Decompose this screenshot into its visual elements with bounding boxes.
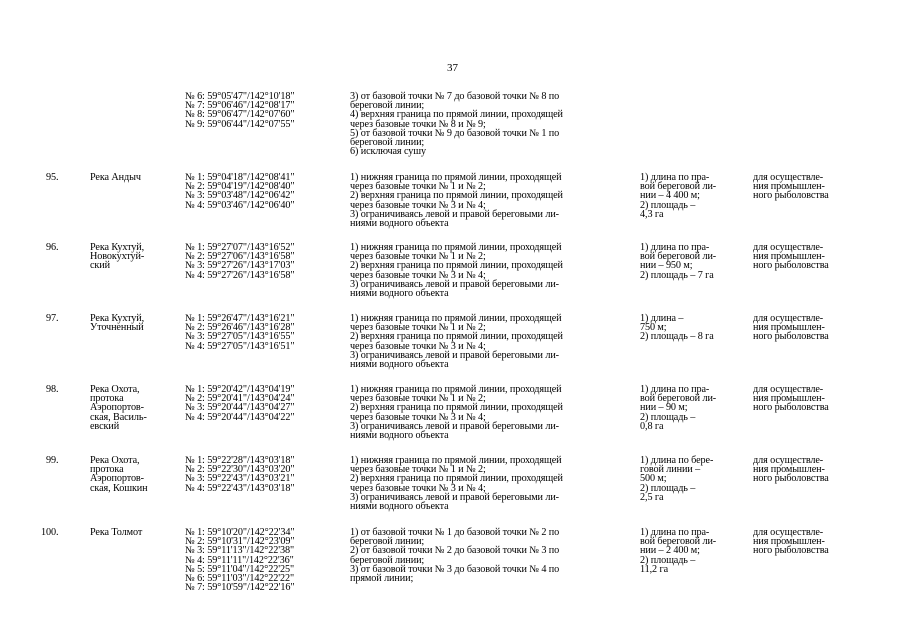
cell-line: Аэропортов- <box>90 402 144 414</box>
cell-line: ния промышлен- <box>753 464 825 476</box>
cell-line: № 1: 59°10'20"/142°22'34" <box>185 527 295 538</box>
cell-line: нии – 90 м; <box>640 402 688 414</box>
cell-line: ниями водного объекта <box>350 218 449 230</box>
cell-line: для осуществле- <box>753 384 824 395</box>
cell-line: ного рыболовства <box>753 331 829 343</box>
cell-line: 500 м; <box>640 473 667 485</box>
cell-line: через базовые точки № 8 и № 9; <box>350 118 486 130</box>
cell-line: для осуществле- <box>753 172 824 183</box>
cell-line: через базовые точки № 1 и № 2; <box>350 393 486 405</box>
cell-line: вой береговой ли- <box>640 251 717 263</box>
cell-line: протока <box>90 393 124 405</box>
cell-line: нии – 950 м; <box>640 260 693 272</box>
area-parameters <box>640 173 716 219</box>
cell-line: № 5: 59°11'04"/142°22'25" <box>185 563 295 575</box>
cell-line: 3) от базовой точки № 7 до базовой точки № 8 по <box>350 91 560 102</box>
cell-line: вой береговой ли- <box>640 536 717 548</box>
cell-line: 2) площадь – <box>640 199 696 211</box>
cell-line: 2) верхняя граница по прямой линии, проходящей <box>350 473 563 485</box>
boundary-description <box>350 314 563 369</box>
base-points <box>185 456 294 493</box>
boundary-description <box>350 456 563 511</box>
cell-line: ская, Василь- <box>90 411 147 423</box>
cell-line: 2) площадь – 7 га <box>640 269 714 281</box>
cell-line: нии – 2 400 м; <box>640 545 700 557</box>
base-points <box>185 173 294 210</box>
purpose <box>753 528 829 556</box>
cell-line: Река Кухтуй, <box>90 313 145 324</box>
cell-line: через базовые точки № 1 и № 2; <box>350 251 486 263</box>
cell-line: 2) верхняя граница по прямой линии, проходящей <box>350 190 563 202</box>
cell-line: через базовые точки № 3 и № 4; <box>350 199 486 211</box>
purpose <box>753 456 829 484</box>
area-parameters <box>640 243 716 280</box>
cell-line: № 7: 59°10'59"/142°22'16" <box>185 582 295 594</box>
cell-line: № 2: 59°26'46"/143°16'28" <box>185 322 295 334</box>
cell-line: для осуществле- <box>753 455 824 466</box>
cell-line: через базовые точки № 3 и № 4; <box>350 340 486 352</box>
cell-line: ния промышлен- <box>753 181 825 193</box>
base-points <box>185 528 294 592</box>
cell-line: № 6: 59°05'47"/142°10'18" <box>185 91 295 102</box>
water-body-name <box>90 243 144 271</box>
cell-line: ниями водного объекта <box>350 288 449 300</box>
cell-line: № 4: 59°27'26"/143°16'58" <box>185 269 295 281</box>
cell-line: Аэропортов- <box>90 473 144 485</box>
cell-line: № 4: 59°27'05"/143°16'51" <box>185 340 295 352</box>
row-number: 97. <box>46 313 59 324</box>
water-body-name <box>90 314 144 332</box>
cell-line: ния промышлен- <box>753 251 825 263</box>
cell-line: № 3: 59°20'44"/143°04'27" <box>185 402 295 414</box>
cell-line: 2,5 га <box>640 491 664 503</box>
cell-line: 2) верхняя граница по прямой линии, проходящей <box>350 260 563 272</box>
area-parameters <box>640 385 716 431</box>
cell-line: 1) нижняя граница по прямой линии, проходящей <box>350 172 562 183</box>
area-parameters <box>640 456 713 502</box>
purpose <box>753 173 829 201</box>
cell-line: береговой линии; <box>350 536 425 548</box>
cell-line: № 3: 59°03'48"/142°06'42" <box>185 190 295 202</box>
cell-line: для осуществле- <box>753 242 824 253</box>
row-number: 99. <box>46 455 59 466</box>
cell-line: Река Охота, <box>90 455 140 466</box>
cell-line: 2) от базовой точки № 2 до базовой точки № 3 по <box>350 545 560 557</box>
cell-line: ного рыболовства <box>753 473 829 485</box>
cell-line: ного рыболовства <box>753 260 829 272</box>
cell-line: 3) от базовой точки № 3 до базовой точки № 4 по <box>350 563 560 575</box>
cell-line: 3) ограничиваясь левой и правой береговыми ли- <box>350 278 559 290</box>
cell-line: 2) площадь – <box>640 554 696 566</box>
water-body-name <box>90 385 147 431</box>
cell-line: через базовые точки № 3 и № 4; <box>350 482 486 494</box>
cell-line: ская, Кошкин <box>90 482 148 494</box>
cell-line: 750 м; <box>640 322 667 334</box>
water-body-name <box>90 528 142 537</box>
boundary-description <box>350 173 563 228</box>
cell-line: № 4: 59°03'46"/142°06'40" <box>185 199 295 211</box>
cell-line: 1) длина по пра- <box>640 172 710 183</box>
cell-line: 1) нижняя граница по прямой линии, проходящей <box>350 384 562 395</box>
water-body-name <box>90 456 148 493</box>
row-number: 98. <box>46 384 59 395</box>
page-number: 37 <box>447 62 458 74</box>
cell-line: № 6: 59°11'03"/142°22'22" <box>185 573 295 585</box>
purpose <box>753 314 829 342</box>
cell-line: № 1: 59°26'47"/143°16'21" <box>185 313 295 324</box>
cell-line: 1) длина – <box>640 313 684 324</box>
water-body-name <box>90 173 141 182</box>
cell-line: 3) ограничиваясь левой и правой береговыми ли- <box>350 349 559 361</box>
cell-line: для осуществле- <box>753 313 824 324</box>
cell-line: ния промышлен- <box>753 536 825 548</box>
area-parameters <box>640 528 716 574</box>
cell-line: вой береговой ли- <box>640 181 717 193</box>
cell-line: нии – 4 400 м; <box>640 190 700 202</box>
cell-line: ного рыболовства <box>753 190 829 202</box>
cell-line: № 9: 59°06'44"/142°07'55" <box>185 118 295 130</box>
cell-line: для осуществле- <box>753 527 824 538</box>
cell-line: через базовые точки № 3 и № 4; <box>350 411 486 423</box>
cell-line: 2) площадь – <box>640 482 696 494</box>
cell-line: ния промышлен- <box>753 393 825 405</box>
cell-line: № 1: 59°27'07"/143°16'52" <box>185 242 295 253</box>
cell-line: 2) верхняя граница по прямой линии, проходящей <box>350 331 563 343</box>
boundary-description <box>350 243 563 298</box>
cell-line: 4) верхняя граница по прямой линии, проходящей <box>350 109 563 121</box>
cell-line: № 2: 59°22'30"/143°03'20" <box>185 464 295 476</box>
cell-line: № 1: 59°22'28"/143°03'18" <box>185 455 295 466</box>
cell-line: береговой линии; <box>350 100 425 112</box>
cell-line: 1) длина по пра- <box>640 242 710 253</box>
cell-line: 3) ограничиваясь левой и правой береговыми ли- <box>350 208 559 220</box>
cell-line: Река Кухтуй, <box>90 242 145 253</box>
base-points <box>185 385 294 422</box>
cell-line: протока <box>90 464 124 476</box>
cell-line: ного рыболовства <box>753 545 829 557</box>
base-points <box>185 243 294 280</box>
cell-line: 1) нижняя граница по прямой линии, проходящей <box>350 242 562 253</box>
cell-line: через базовые точки № 1 и № 2; <box>350 464 486 476</box>
boundary-description <box>350 385 563 440</box>
cell-line: № 2: 59°04'19"/142°08'40" <box>185 181 295 193</box>
cell-line: 11,2 га <box>640 563 668 575</box>
cell-line: № 3: 59°22'43"/143°03'21" <box>185 473 295 485</box>
cell-line: через базовые точки № 3 и № 4; <box>350 269 486 281</box>
area-parameters <box>640 314 714 342</box>
cell-line: № 4: 59°11'11"/142°22'36" <box>185 554 294 566</box>
base-points <box>185 314 294 351</box>
cell-line: Река Андыч <box>90 172 141 183</box>
cell-line: ния промышлен- <box>753 322 825 334</box>
row-number: 95. <box>46 172 59 183</box>
cell-line: 2) площадь – 8 га <box>640 331 714 343</box>
cell-line: № 7: 59°06'46"/142°08'17" <box>185 100 295 112</box>
cell-line: № 1: 59°20'42"/143°04'19" <box>185 384 295 395</box>
cell-line: ниями водного объекта <box>350 501 449 513</box>
cell-line: евский <box>90 420 120 432</box>
row-number: 96. <box>46 242 59 253</box>
cell-line: 1) от базовой точки № 1 до базовой точки № 2 по <box>350 527 560 538</box>
cell-line: Новокухтуй- <box>90 251 145 263</box>
cell-line: № 1: 59°04'18"/142°08'41" <box>185 172 295 183</box>
cell-line: береговой линии; <box>350 137 425 149</box>
cell-line: № 3: 59°27'26"/143°17'03" <box>185 260 295 272</box>
cell-line: Река Охота, <box>90 384 140 395</box>
cell-line: № 4: 59°22'43"/143°03'18" <box>185 482 295 494</box>
cell-line: 1) длина по бере- <box>640 455 714 466</box>
cell-line: 1) длина по пра- <box>640 384 710 395</box>
cell-line: через базовые точки № 1 и № 2; <box>350 181 486 193</box>
cell-line: ного рыболовства <box>753 402 829 414</box>
cell-line: № 3: 59°11'13"/142°22'38" <box>185 545 295 557</box>
cell-line: ский <box>90 260 110 272</box>
cell-line: 3) ограничиваясь левой и правой береговыми ли- <box>350 491 559 503</box>
cell-line: прямой линии; <box>350 573 414 585</box>
cell-line: ниями водного объекта <box>350 359 449 371</box>
cell-line: 2) площадь – <box>640 411 696 423</box>
purpose <box>753 243 829 271</box>
cell-line: вой береговой ли- <box>640 393 717 405</box>
cell-line: 4,3 га <box>640 208 664 220</box>
cell-line: № 2: 59°27'06"/143°16'58" <box>185 251 295 263</box>
cell-line: № 8: 59°06'47"/142°07'60" <box>185 109 295 121</box>
cell-line: 1) нижняя граница по прямой линии, проходящей <box>350 313 562 324</box>
cell-line: 1) длина по пра- <box>640 527 710 538</box>
cell-line: говой линии – <box>640 464 701 476</box>
cell-line: 6) исключая сушу <box>350 146 426 158</box>
base-points <box>185 92 294 129</box>
boundary-description <box>350 528 559 583</box>
cell-line: через базовые точки № 1 и № 2; <box>350 322 486 334</box>
purpose <box>753 385 829 413</box>
cell-line: 1) нижняя граница по прямой линии, проходящей <box>350 455 562 466</box>
boundary-description <box>350 92 563 156</box>
cell-line: Уточненный <box>90 322 144 334</box>
cell-line: 5) от базовой точки № 9 до базовой точки № 1 по <box>350 127 560 139</box>
row-number: 100. <box>41 527 59 538</box>
cell-line: 3) ограничиваясь левой и правой береговыми ли- <box>350 420 559 432</box>
cell-line: № 3: 59°27'05"/143°16'55" <box>185 331 295 343</box>
cell-line: № 2: 59°20'41"/143°04'24" <box>185 393 295 405</box>
cell-line: № 2: 59°10'31"/142°23'09" <box>185 536 295 548</box>
cell-line: 0,8 га <box>640 420 664 432</box>
cell-line: № 4: 59°20'44"/143°04'22" <box>185 411 295 423</box>
cell-line: 2) верхняя граница по прямой линии, проходящей <box>350 402 563 414</box>
cell-line: береговой линии; <box>350 554 425 566</box>
cell-line: ниями водного объекта <box>350 430 449 442</box>
cell-line: Река Толмот <box>90 527 143 538</box>
